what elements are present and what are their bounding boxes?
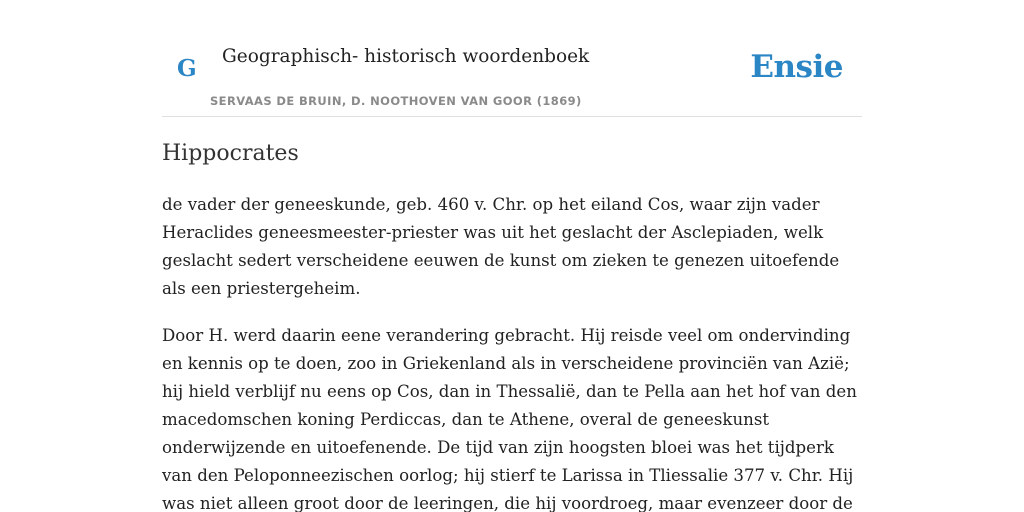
source-title-link[interactable]: Geographisch- historisch woordenboek [222, 46, 590, 67]
entry-paragraph: de vader der geneeskunde, geb. 460 v. Chr. op het eiland Cos, waar zijn vader Heraclides geneesmeester-priester was uit het geslacht der Asclepiaden, welk geslacht sedert verscheidene eeuwen de kunst om zieken te genezen uitoefende als een priestergeheim. [162, 195, 840, 298]
entry-content [162, 138, 862, 512]
entry-body [162, 191, 862, 512]
source-authors: SERVAAS DE BRUIN, D. NOOTHOVEN VAN GOOR (1869) [210, 94, 582, 108]
source-initial-icon[interactable]: G [177, 55, 197, 82]
ensie-logo[interactable]: Ensie [750, 49, 843, 85]
entry-title: Hippocrates [162, 141, 299, 166]
source-header [162, 0, 862, 117]
entry-paragraph: Door H. werd daarin eene verandering gebracht. Hij reisde veel om ondervinding en kennis op te doen, zoo in Griekenland als in verscheidene provinciën van Azië; hij hield verblijf nu eens op Cos, dan in Thessalië, dan te Pella aan het hof van den macedomschen koning Perdiccas, dan te Athene, overal de geneeskunst onderwijzende en uitoefenende. De tijd van zijn hoogsten bloei was het tijdperk van den Peloponneezischen oorlog; hij stierf te Larissa in Tliessalie 377 v. Chr. Hij was niet alleen groot door de leeringen, die hij voordroeg, maar evenzeer door de [162, 326, 857, 512]
